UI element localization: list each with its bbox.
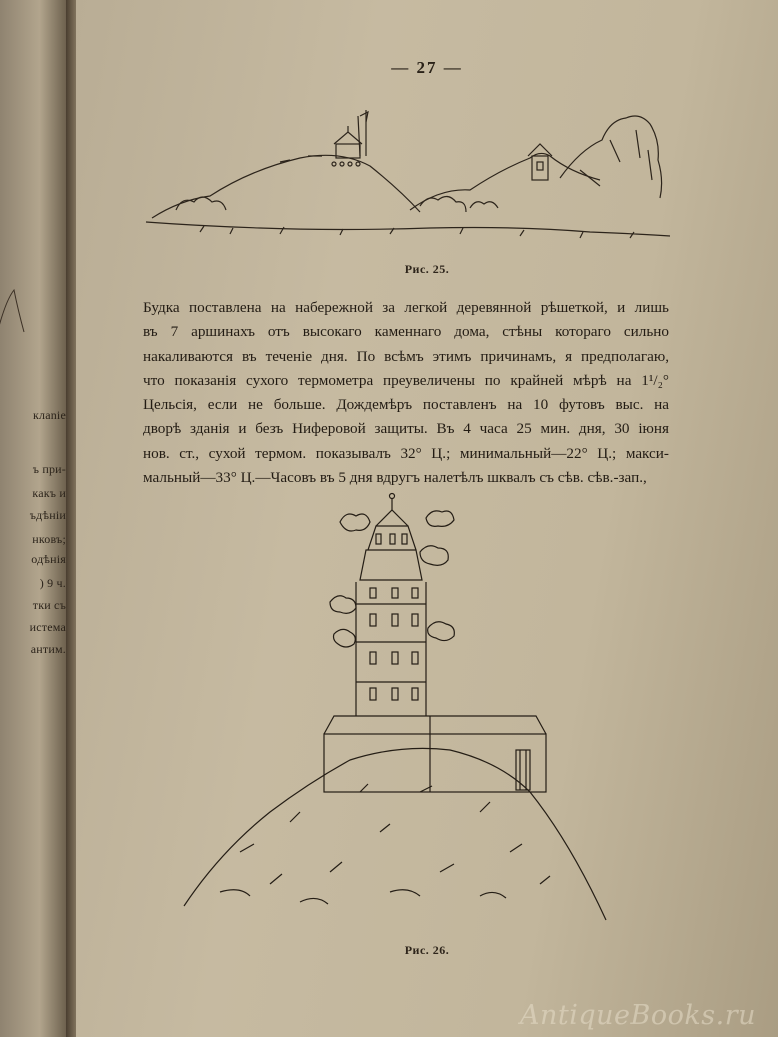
paragraph-line: въ 7 аршинахъ отъ высокаго каменнаго дома, стѣны котораго сильно <box>143 323 669 341</box>
left-page-fragment: клаnie <box>32 408 66 422</box>
left-page-fragment: какъ и <box>32 486 66 500</box>
paragraph-line: Цельсiя, если не больше. Дождемѣръ поставленъ на 10 футовъ выс. на <box>143 396 669 414</box>
paragraph-line: Будка поставлена на набережной за легкой деревянной рѣшеткой, и лишь <box>143 299 669 316</box>
paragraph-line: мальный—33° Ц.—Часовъ въ 5 дня вдругъ налетѣлъ шквалъ съ сѣв. сѣв.-зап., <box>143 469 647 487</box>
paragraph-line: дворѣ зданiя и безъ Ниферовой защиты. Въ 4 часа 25 мин. дня, 30 iюня <box>143 420 669 438</box>
body-paragraph <box>143 296 669 490</box>
book-page <box>76 0 778 1037</box>
left-page-fragment: антим. <box>30 642 66 656</box>
figure-25-caption: Рис. 25. <box>404 262 450 276</box>
paragraph-line: накаливаются въ теченiе дня. По всѣмъ этимъ причинамъ, я предполагаю, <box>143 347 669 365</box>
left-page-fragment: истема <box>29 620 66 634</box>
figure-26-illustration <box>180 492 620 922</box>
left-page-fragment: нковъ; <box>32 532 66 546</box>
left-page-fragment: ъ при- <box>32 462 66 476</box>
left-page-fragment: ) 9 ч. <box>39 576 66 590</box>
left-page-fragment: тки съ <box>32 598 66 612</box>
page-number: — 27 — <box>391 58 463 77</box>
figure-25-illustration <box>140 100 680 250</box>
paragraph-line: нов. ст., сухой термом. показывалъ 32° Ц.; минимальный—22° Ц.; макси- <box>143 444 669 462</box>
left-page-figure-fragment <box>0 270 26 340</box>
paragraph-line: что показанiя сухого термометра преувеличены по крайней мѣрѣ на 1¹/₂° <box>143 371 669 389</box>
left-page-edge <box>0 0 72 1037</box>
left-page-fragment: ъдѣнiи <box>29 508 66 522</box>
figure-26-caption: Рис. 26. <box>404 943 450 957</box>
watermark: AntiqueBooks.ru <box>520 1000 756 1031</box>
left-page-fragment: одѣнiя <box>31 552 66 566</box>
